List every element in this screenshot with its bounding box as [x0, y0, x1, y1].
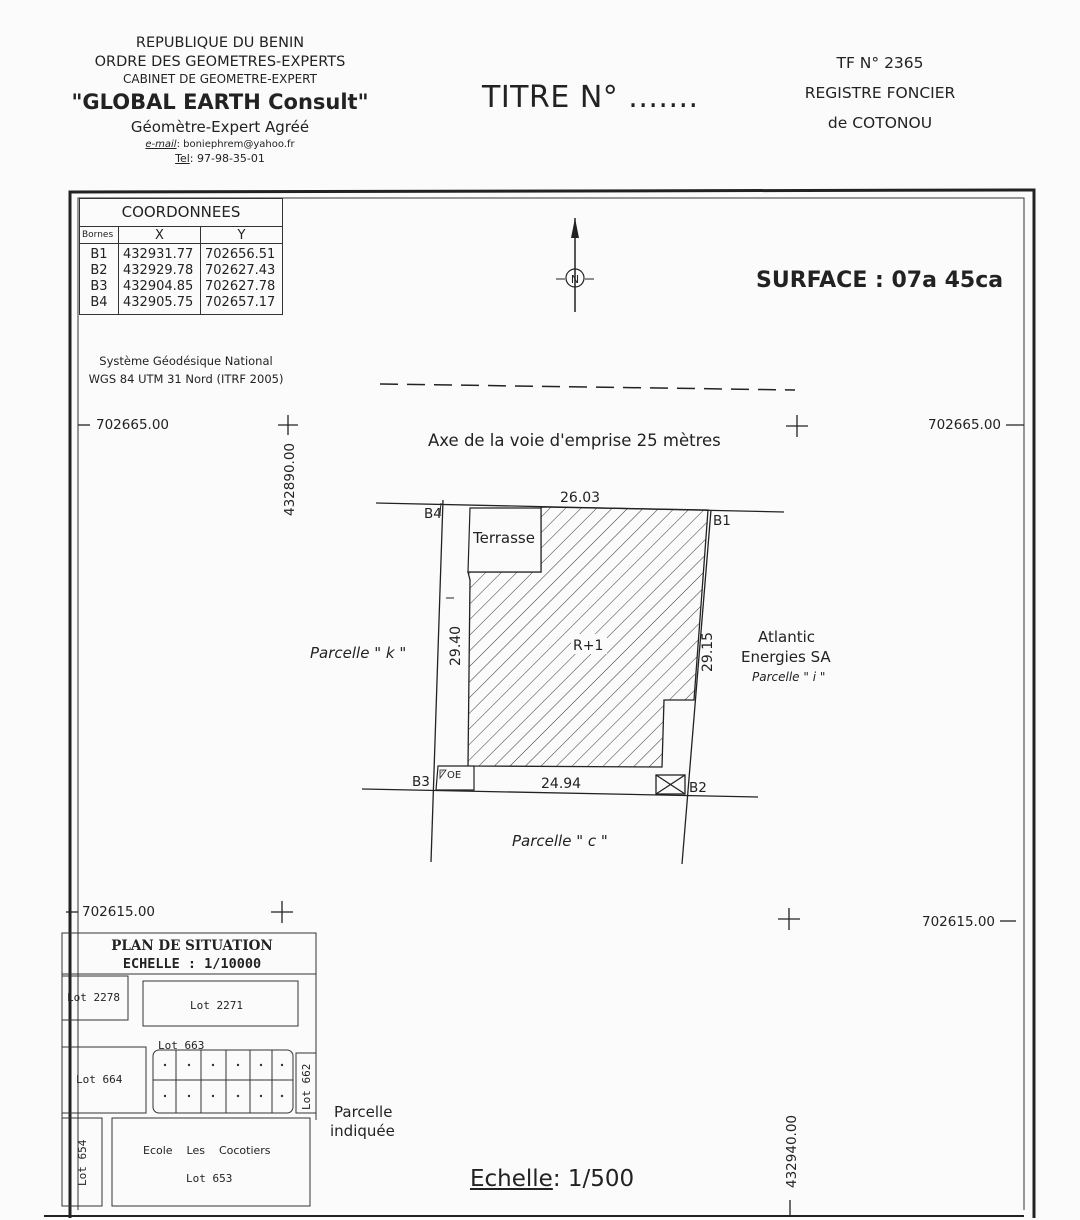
- grid-x-right: 432940.00: [784, 1114, 800, 1188]
- row-b3-x: 432904.85: [123, 279, 194, 294]
- geodetic-system: [86, 352, 286, 388]
- grid-y-bottom-right: 702615.00: [922, 914, 996, 930]
- tel-label: Tel: [175, 152, 190, 165]
- oe-label: OE: [447, 770, 462, 781]
- row-b1-x: 432931.77: [123, 247, 194, 262]
- parcel-c-label: Parcelle " c ": [512, 832, 608, 850]
- registry-name: REGISTRE FONCIER: [804, 84, 956, 102]
- coordinates-rows: [80, 244, 282, 315]
- marker-b3: B3: [412, 774, 430, 790]
- lot-2271: Lot 2271: [190, 999, 243, 1012]
- left-length: 29.40: [448, 625, 464, 666]
- grid-y-top-left: 702665.00: [96, 417, 170, 433]
- grid-y-bottom-left: 702615.00: [82, 904, 156, 920]
- tel-value: : 97-98-35-01: [189, 152, 265, 165]
- top-length: 26.03: [560, 490, 601, 506]
- surface-label: SURFACE : 07a 45ca: [756, 268, 1004, 293]
- row-b2-x: 432929.78: [123, 263, 194, 278]
- row-b1-borne: B1: [90, 247, 108, 262]
- north-label: N: [570, 273, 580, 286]
- email-value: : boniephrem@yahoo.fr: [176, 139, 295, 150]
- indicated-parcel-line-2: indiquée: [330, 1122, 395, 1140]
- situation-scale: ECHELLE : 1/10000: [122, 956, 262, 972]
- marker-b4: B4: [424, 506, 442, 522]
- tf-number: TF N° 2365: [836, 54, 924, 72]
- building-label: R+1: [573, 638, 604, 654]
- coordinates-header-row: [80, 227, 282, 244]
- marker-b1: B1: [713, 513, 731, 529]
- parcel-i-label: Parcelle " i ": [752, 670, 826, 684]
- row-b3-borne: B3: [90, 279, 108, 294]
- col-y: Y: [201, 227, 283, 244]
- email-label: e-mail: [145, 139, 177, 150]
- lot-662: Lot 662: [300, 1063, 313, 1110]
- row-b1-y: 702656.51: [205, 247, 276, 262]
- row-b4-y: 702657.17: [205, 295, 276, 310]
- row-b4-borne: B4: [90, 295, 108, 310]
- firm-name: "GLOBAL EARTH Consult": [71, 90, 369, 114]
- lot-2278: Lot 2278: [67, 991, 120, 1004]
- scale-value: : 1/500: [552, 1166, 635, 1192]
- org-line-republic: REPUBLIQUE DU BENIN: [135, 35, 305, 51]
- col-bornes: Bornes: [80, 227, 119, 244]
- scale-label: Echelle: [470, 1166, 553, 1192]
- firm-subtitle: Géomètre-Expert Agréé: [130, 118, 310, 136]
- coordinates-title: COORDONNEES: [80, 199, 282, 227]
- row-b3-y: 702627.78: [205, 279, 276, 294]
- document-title: TITRE N° .......: [482, 80, 699, 115]
- coordinates-table: [80, 227, 282, 314]
- neighbor-line-1: Atlantic: [758, 628, 816, 646]
- registry-city: de COTONOU: [827, 114, 933, 132]
- lot-654: Lot 654: [76, 1139, 89, 1186]
- org-line-cabinet: CABINET DE GEOMETRE-EXPERT: [123, 72, 317, 86]
- row-b2-y: 702627.43: [205, 263, 276, 278]
- north-arrow-icon: [556, 218, 594, 312]
- coordinates-table-wrap: [79, 198, 283, 315]
- lot-653: Lot 653: [186, 1172, 233, 1185]
- org-line-order: ORDRE DES GEOMETRES-EXPERTS: [94, 54, 346, 70]
- lot-664: Lot 664: [76, 1073, 123, 1086]
- col-x: X: [119, 227, 201, 244]
- situation-plan: [62, 933, 316, 1206]
- row-b4-x: 432905.75: [123, 295, 194, 310]
- right-length: 29.15: [700, 631, 716, 672]
- grid-y-top-right: 702665.00: [928, 417, 1002, 433]
- bottom-length: 24.94: [541, 776, 582, 792]
- neighbor-line-2: Energies SA: [741, 648, 831, 666]
- situation-title: PLAN DE SITUATION: [111, 938, 273, 954]
- scale-block: [470, 1166, 634, 1192]
- manhole-cross-icon: [656, 775, 685, 794]
- ecole-label: Ecole Les Cocotiers: [143, 1144, 271, 1157]
- road-axis-line: [380, 384, 795, 390]
- marker-b2: B2: [689, 780, 707, 796]
- row-b2-borne: B2: [90, 263, 108, 278]
- lot-663: Lot 663: [158, 1039, 205, 1052]
- geodetic-line-2: WGS 84 UTM 31 Nord (ITRF 2005): [88, 372, 284, 386]
- grid-x-left: 432890.00: [282, 442, 298, 516]
- road-axis-label: Axe de la voie d'emprise 25 mètres: [428, 431, 721, 450]
- parcel-k-label: Parcelle " k ": [310, 644, 407, 662]
- geodetic-line-1: Système Géodésique National: [99, 354, 273, 368]
- terrasse-label: Terrasse: [473, 529, 535, 547]
- oe-box: [436, 766, 474, 790]
- indicated-parcel-line-1: Parcelle: [334, 1103, 393, 1121]
